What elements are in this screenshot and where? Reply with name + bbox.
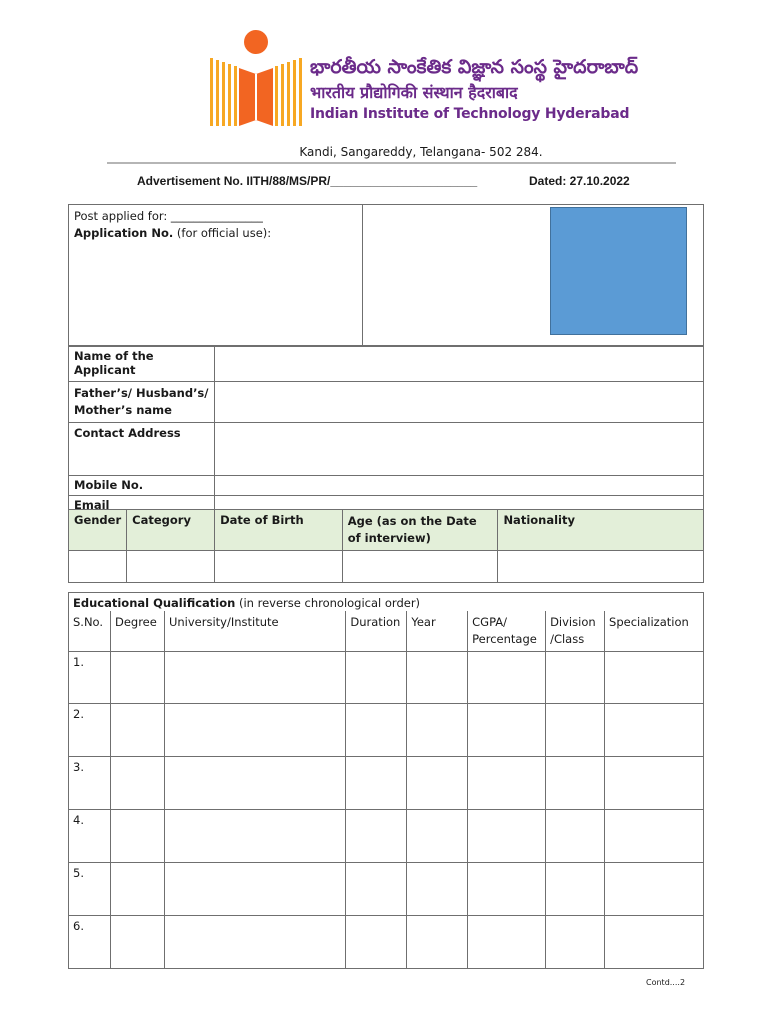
specialization-input[interactable] <box>605 756 704 809</box>
col-degree: Degree <box>110 611 164 652</box>
row-number: 3. <box>69 756 111 809</box>
division-input[interactable] <box>546 809 605 862</box>
iith-logo-icon <box>208 28 304 128</box>
degree-input[interactable] <box>110 862 164 915</box>
degree-input[interactable] <box>110 756 164 809</box>
year-input[interactable] <box>407 809 468 862</box>
university-input[interactable] <box>164 703 345 756</box>
email-label: Email <box>69 496 215 517</box>
col-duration: Duration <box>346 611 407 652</box>
age-label: Age (as on the Date of interview) <box>342 510 498 551</box>
division-input[interactable] <box>546 915 605 968</box>
col-division: Division /Class <box>546 611 605 652</box>
table-row <box>69 915 704 968</box>
category-input[interactable] <box>127 551 215 583</box>
contact-address-input[interactable] <box>215 423 704 476</box>
continued-note: Contd....2 <box>646 978 686 987</box>
specialization-input[interactable] <box>605 703 704 756</box>
division-input[interactable] <box>546 703 605 756</box>
table-row <box>69 651 704 703</box>
specialization-input[interactable] <box>605 915 704 968</box>
post-cell[interactable] <box>69 205 363 347</box>
duration-input[interactable] <box>346 703 407 756</box>
nationality-input[interactable] <box>498 551 704 583</box>
cgpa-input[interactable] <box>468 915 546 968</box>
logo-english-text: Indian Institute of Technology Hyderabad <box>310 106 630 122</box>
name-label: Name of the Applicant <box>69 346 215 382</box>
specialization-input[interactable] <box>605 651 704 703</box>
specialization-input[interactable] <box>605 862 704 915</box>
parent-name-input[interactable] <box>215 382 704 423</box>
col-cgpa: CGPA/ Percentage <box>468 611 546 652</box>
parent-name-label <box>69 382 215 423</box>
duration-input[interactable] <box>346 862 407 915</box>
duration-input[interactable] <box>346 756 407 809</box>
logo-telugu-text: భారతీయ సాంకేతిక విజ్ఞాన సంస్థ హైదరాబాద్ <box>310 56 639 78</box>
duration-input[interactable] <box>346 651 407 703</box>
degree-input[interactable] <box>110 809 164 862</box>
logo-hindi-text: भारतीय प्रौद्योगिकी संस्थान हैदराबाद <box>310 83 518 102</box>
cgpa-input[interactable] <box>468 703 546 756</box>
duration-input[interactable] <box>346 915 407 968</box>
mobile-input[interactable] <box>215 476 704 496</box>
nationality-label: Nationality <box>498 510 704 551</box>
duration-input[interactable] <box>346 809 407 862</box>
mobile-label: Mobile No. <box>69 476 215 496</box>
header-divider <box>107 162 676 164</box>
dob-input[interactable] <box>215 551 343 583</box>
application-no-line <box>74 225 357 242</box>
row-number: 6. <box>69 915 111 968</box>
col-year: Year <box>407 611 468 652</box>
parent-name-label-line1: Father’s/ Husband’s/ <box>74 386 209 400</box>
photo-placeholder[interactable] <box>550 207 687 335</box>
university-input[interactable] <box>164 756 345 809</box>
contact-address-label: Contact Address <box>69 423 215 476</box>
year-input[interactable] <box>407 915 468 968</box>
table-row <box>69 809 704 862</box>
cgpa-input[interactable] <box>468 756 546 809</box>
gender-label: Gender <box>69 510 127 551</box>
education-title: Educational Qualification <box>73 596 236 610</box>
specialization-input[interactable] <box>605 809 704 862</box>
year-input[interactable] <box>407 862 468 915</box>
personal-details-table <box>68 345 704 517</box>
degree-input[interactable] <box>110 651 164 703</box>
age-input[interactable] <box>342 551 498 583</box>
row-number: 4. <box>69 809 111 862</box>
cgpa-input[interactable] <box>468 809 546 862</box>
year-input[interactable] <box>407 756 468 809</box>
cgpa-input[interactable] <box>468 862 546 915</box>
year-input[interactable] <box>407 651 468 703</box>
gender-input[interactable] <box>69 551 127 583</box>
university-input[interactable] <box>164 915 345 968</box>
table-row <box>69 862 704 915</box>
category-label: Category <box>127 510 215 551</box>
advertisement-date: Dated: 27.10.2022 <box>529 174 630 188</box>
row-number: 5. <box>69 862 111 915</box>
education-title-cell <box>69 593 704 611</box>
col-specialization: Specialization <box>605 611 704 652</box>
education-title-note: (in reverse chronological order) <box>238 596 421 610</box>
year-input[interactable] <box>407 703 468 756</box>
university-input[interactable] <box>164 809 345 862</box>
degree-input[interactable] <box>110 703 164 756</box>
division-input[interactable] <box>546 756 605 809</box>
application-no-label: Application No. <box>74 226 174 240</box>
cgpa-input[interactable] <box>468 651 546 703</box>
row-number: 1. <box>69 651 111 703</box>
col-sno: S.No. <box>69 611 111 652</box>
col-university: University/Institute <box>164 611 345 652</box>
university-input[interactable] <box>164 651 345 703</box>
name-input[interactable] <box>215 346 704 382</box>
division-input[interactable] <box>546 651 605 703</box>
table-row <box>69 756 704 809</box>
application-no-note: (for official use): <box>176 226 272 240</box>
demographics-table <box>68 509 704 583</box>
institute-address: Kandi, Sangareddy, Telangana- 502 284. <box>299 145 543 159</box>
post-applied-label: Post applied for: ________________ <box>74 209 263 223</box>
parent-name-label-line2: Mother’s name <box>74 403 172 417</box>
advertisement-number: Advertisement No. IITH/88/MS/PR/______________________ <box>137 174 478 188</box>
education-table <box>68 592 704 969</box>
dob-label: Date of Birth <box>215 510 343 551</box>
table-row <box>69 703 704 756</box>
row-number: 2. <box>69 703 111 756</box>
degree-input[interactable] <box>110 915 164 968</box>
division-input[interactable] <box>546 862 605 915</box>
university-input[interactable] <box>164 862 345 915</box>
